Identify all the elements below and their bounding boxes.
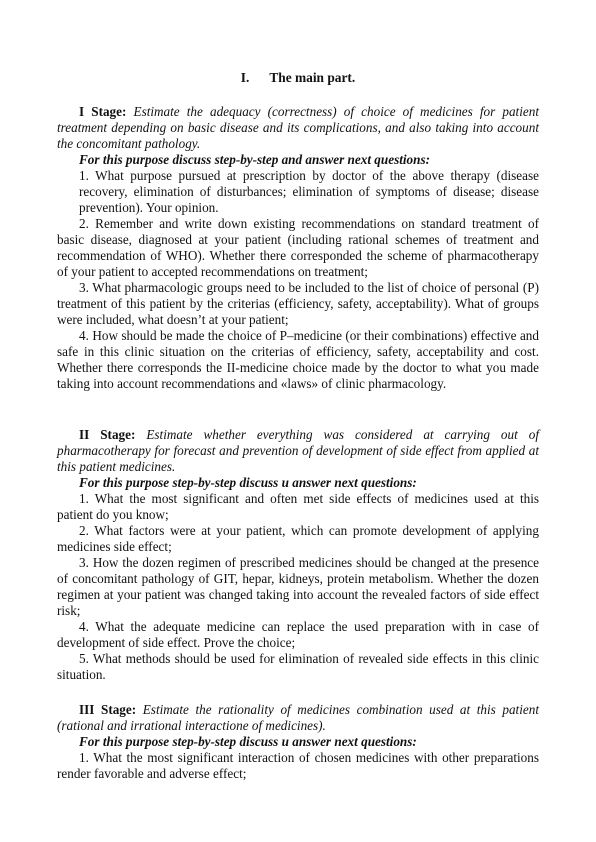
stage-1-question-3: 3. What pharmacologic groups need to be included to the list of choice of personal (P) treatment of this patient by the criterias (efficiency, safety, acceptability). What of groups were included, what doesn’t at your patient; [57,280,539,327]
section-number: I. [240,70,250,85]
section-heading [0,70,596,86]
stage-2-intro [57,427,539,475]
stage-1 [57,104,539,392]
stage-2-question-2: 2. What factors were at your patient, which can promote development of applying medicines side effect; [57,523,539,554]
stage-3-instruction: For this purpose step-by-step discuss u answer next questions: [79,734,417,749]
stage-3-description: Estimate the rationality of medicines combination used at this patient (rational and irrational interactione of medicines). [57,702,540,733]
section-title: The main part. [269,70,356,85]
stage-1-instruction: For this purpose discuss step-by-step and answer next questions: [79,152,430,167]
stage-2-instruction: For this purpose step-by-step discuss u answer next questions: [79,475,417,490]
stage-1-intro [57,104,539,152]
stage-2-question-4: 4. What the adequate medicine can replace the used preparation with in case of development of side effect. Prove the choice; [57,619,539,650]
stage-2-question-5: 5. What methods should be used for elimination of revealed side effects in this clinic situation. [57,651,539,682]
stage-3-question-1: 1. What the most significant interaction of chosen medicines with other preparations render favorable and adverse effect; [57,750,539,781]
stage-3-label: III Stage: [79,702,137,717]
stage-2-label: II Stage: [79,427,136,442]
stage-3 [57,702,539,782]
stage-1-question-4: 4. How should be made the choice of P–medicine (or their combinations) effective and safe in this clinic situation on the criterias of efficiency, safety, acceptability and cost. Whether there corresponds the II-medicine choice made by the doctor to what you made taking into account recommendations and «laws» of clinic pharmacology. [57,328,539,391]
stage-1-description: Estimate the adequacy (correctness) of choice of medicines for patient treatment depending on basic disease and its complications, and also taking into account the concomitant pathology. [57,104,539,151]
stage-3-intro [57,702,539,734]
stage-2 [57,427,539,683]
stage-2-question-3: 3. How the dozen regimen of prescribed medicines should be changed at the presence of concomitant pathology of GIT, hepar, kidneys, protein metabolism. Whether the dozen regimen at your patient was changed taking into account the revealed factors of side effect risk; [57,555,539,618]
stage-2-question-1: 1. What the most significant and often met side effects of medicines used at this patient do you know; [57,491,539,522]
stage-1-label: I Stage: [79,104,127,119]
stage-1-question-2: 2. Remember and write down existing recommendations on standard treatment of basic disease, diagnosed at your patient (including rational schemes of treatment and recommendation of WHO). Whether there corresponded the scheme of pharmacotherapy of your patient to accepted recommendations on treatment; [57,216,539,279]
stage-2-description: Estimate whether everything was considered at carrying out of pharmacotherapy for forecast and prevention of development of side effect from applied at this patient medicines. [57,427,540,474]
stage-1-question-1: 1. What purpose pursued at prescription by doctor of the above therapy (disease recovery, elimination of disturbances; elimination of symptoms of disease; disease prevention). Your opinion. [79,168,539,215]
